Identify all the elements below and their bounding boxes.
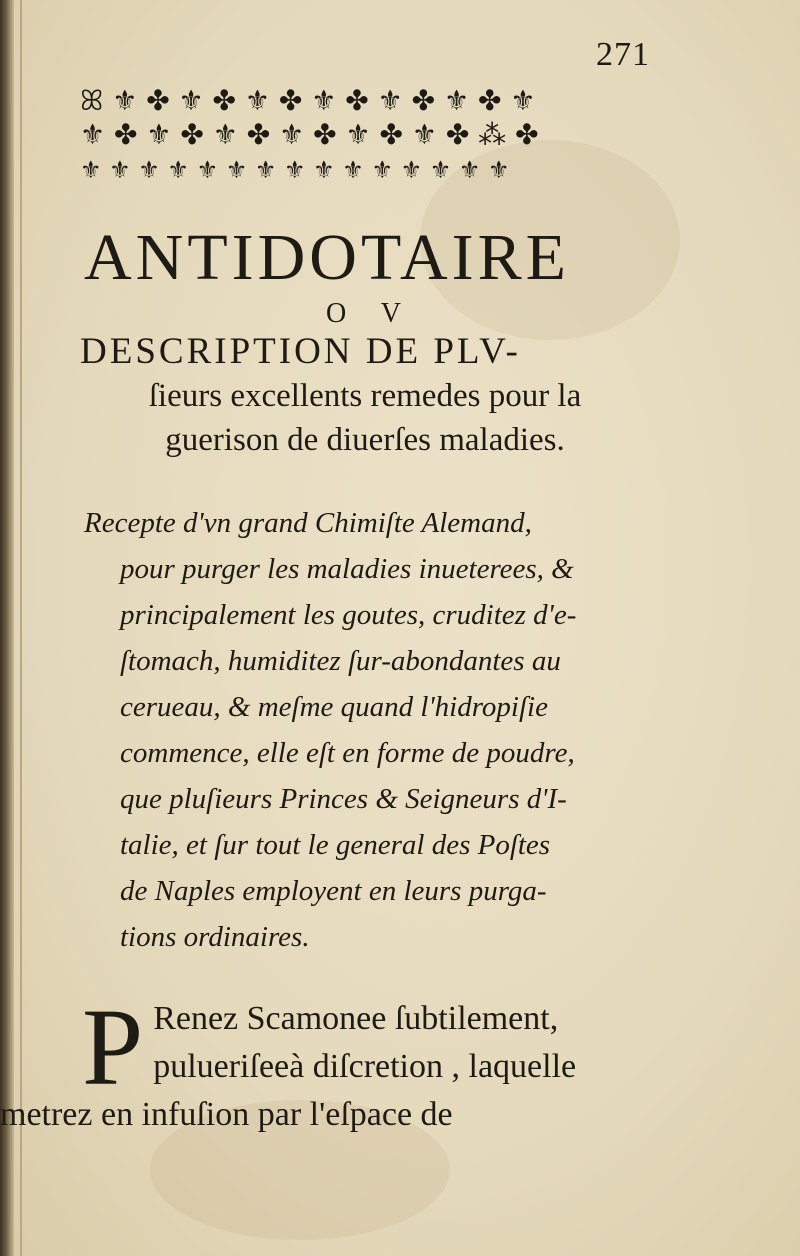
ornament-row: ⚜ ✤ ⚜ ✤ ⚜ ✤ ⚜ ✤ ⚜ ✤ ⚜ ✤ ⁂ ✤ bbox=[80, 118, 539, 151]
recipe-line: principalement les goutes, cruditez d'e- bbox=[120, 599, 577, 631]
subtitle-line: guerison de diuerſes maladies. bbox=[165, 422, 565, 458]
recipe-line: talie, et ſur tout le general des Poſtes bbox=[120, 829, 551, 861]
body-paragraph bbox=[0, 986, 650, 1139]
recipe-line: cerueau, & meſme quand l'hidropiſie bbox=[120, 691, 548, 723]
recipe-line: tions ordinaires. bbox=[120, 921, 310, 953]
recipe-heading bbox=[84, 500, 664, 960]
subtitle-line: ſieurs excellents remedes pour la bbox=[148, 378, 582, 414]
gutter-shadow-line bbox=[20, 0, 22, 1256]
recipe-line: ſtomach, humiditez ſur-abondantes au bbox=[120, 645, 561, 677]
recipe-line: Recepte d'vn grand Chimiſte Alemand, bbox=[84, 507, 532, 539]
drop-cap: P bbox=[82, 986, 144, 1108]
chapter-subtitle bbox=[80, 330, 650, 462]
fleuron-ornament-band bbox=[80, 84, 660, 194]
book-gutter bbox=[0, 0, 14, 1256]
subtitle-line: DESCRIPTION DE PLV- bbox=[80, 331, 521, 372]
recipe-line: que pluſieurs Princes & Seigneurs d'I- bbox=[120, 783, 567, 815]
recipe-line: commence, elle eſt en forme de poudre, bbox=[120, 737, 575, 769]
recipe-line: de Naples employent en leurs purga- bbox=[120, 875, 547, 907]
page-number: 271 bbox=[596, 36, 650, 73]
body-line: metrez en infuſion par l'eſpace de bbox=[0, 1096, 453, 1133]
body-line: Renez Scamonee ſubtilement, bbox=[153, 1000, 559, 1037]
title-conjunction: O V bbox=[326, 298, 415, 329]
body-line: pulueriſeeà diſcretion , laquelle bbox=[153, 1048, 577, 1085]
ornament-row: ⚜ ⚜ ⚜ ⚜ ⚜ ⚜ ⚜ ⚜ ⚜ ⚜ ⚜ ⚜ ⚜ ⚜ ⚜ bbox=[80, 156, 510, 184]
recipe-line: pour purger les maladies inueterees, & bbox=[120, 553, 574, 585]
chapter-title: ANTIDOTAIRE bbox=[84, 221, 570, 294]
ornament-row: ꕤ ⚜ ✤ ⚜ ✤ ⚜ ✤ ⚜ ✤ ⚜ ✤ ⚜ ✤ ⚜ bbox=[80, 84, 536, 117]
